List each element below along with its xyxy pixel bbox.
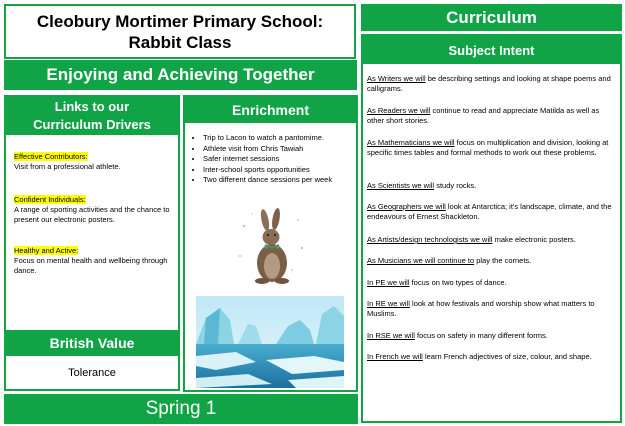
intent-lead: As Mathematicians we will [367,138,455,147]
motto-banner: Enjoying and Achieving Together [4,60,357,90]
intent-text: focus on multiplication and division, looking at specific times tables and formal methods to work out these problems. [367,138,609,157]
intent-lead: As Geographers we will [367,202,446,211]
antarctic-iceberg-illustration [196,296,344,388]
driver-text: A range of sporting activities and the chance to present our electronic posters. [14,205,170,224]
enrichment-item: • Inter-school sports opportunities [203,165,368,176]
intent-lead: In French we will [367,352,423,361]
school-title-line1: Cleobury Mortimer Primary School: [36,11,324,31]
intent-mathematicians [367,138,616,158]
driver-healthy-active [14,246,172,276]
enrichment-item: • Safer internet sessions [203,154,368,165]
intent-text: focus on two types of dance. [409,278,507,287]
school-title [4,4,356,59]
term-banner: Spring 1 [4,394,358,424]
intent-text: focus on safety in many different forms. [414,331,548,340]
driver-text: Focus on mental health and wellbeing through dance. [14,256,168,275]
intent-lead: In RSE we will [367,331,415,340]
intent-scientists [367,181,616,191]
school-title-line2: Rabbit Class [128,32,232,52]
intent-lead: As Scientists we will [367,181,435,190]
intent-lead: In PE we will [367,278,410,287]
intent-text: study rocks. [434,181,477,190]
drivers-title-line2: Curriculum Drivers [33,117,151,132]
british-value-text: Tolerance [6,358,178,388]
intent-artists [367,235,616,245]
intent-text: be describing settings and looking at shape poems and calligrams. [367,74,611,93]
intent-readers [367,106,616,126]
intent-text: continue to read and appreciate Matilda as well as other short stories. [367,106,600,125]
drivers-title-line1: Links to our [54,99,130,114]
driver-confident-individuals [14,195,172,225]
intent-text: look at how festivals and worship show what matters to Muslims. [367,299,595,318]
curriculum-drivers-header [6,97,178,135]
subject-intent-panel [361,34,622,423]
intent-re [367,299,616,319]
intent-pe [367,278,616,288]
driver-label: Effective Contributors: [14,152,88,161]
intent-rse [367,331,616,341]
intent-text: play the cornets. [474,256,532,265]
intent-lead: As Writers we will [367,74,426,83]
enrichment-item: • Athlete visit from Chris Tawiah [203,144,368,155]
enrichment-item: • Trip to Lacon to watch a pantomime. [203,133,368,144]
intent-text: look at Antarctica; it's landscape, climate, and the endeavours of Ernest Shackleton. [367,202,612,221]
intent-text: learn French adjectives of size, colour, and shape. [422,352,592,361]
intent-french [367,352,616,362]
intent-lead: In RE we will [367,299,410,308]
intent-lead: As Musicians we will continue to [367,256,475,265]
driver-effective-contributors [14,152,172,172]
intent-writers [367,74,616,94]
intent-geographers [367,202,616,222]
intent-text: make electronic posters. [492,235,576,244]
subject-intent-header: Subject Intent [363,36,620,64]
driver-text: Visit from a professional athlete. [14,162,121,171]
intent-lead: As Readers we will [367,106,431,115]
enrichment-item: • Two different dance sessions per week [203,175,368,186]
driver-label: Healthy and Active: [14,246,79,255]
driver-label: Confident Individuals: [14,195,86,204]
british-value-header: British Value [6,330,178,356]
curriculum-banner: Curriculum [361,4,622,31]
intent-lead: As Artists/design technologists we will [367,235,493,244]
intent-musicians [367,256,616,266]
hare-illustration [232,208,312,290]
enrichment-header: Enrichment [185,97,356,123]
enrichment-list [189,133,368,186]
